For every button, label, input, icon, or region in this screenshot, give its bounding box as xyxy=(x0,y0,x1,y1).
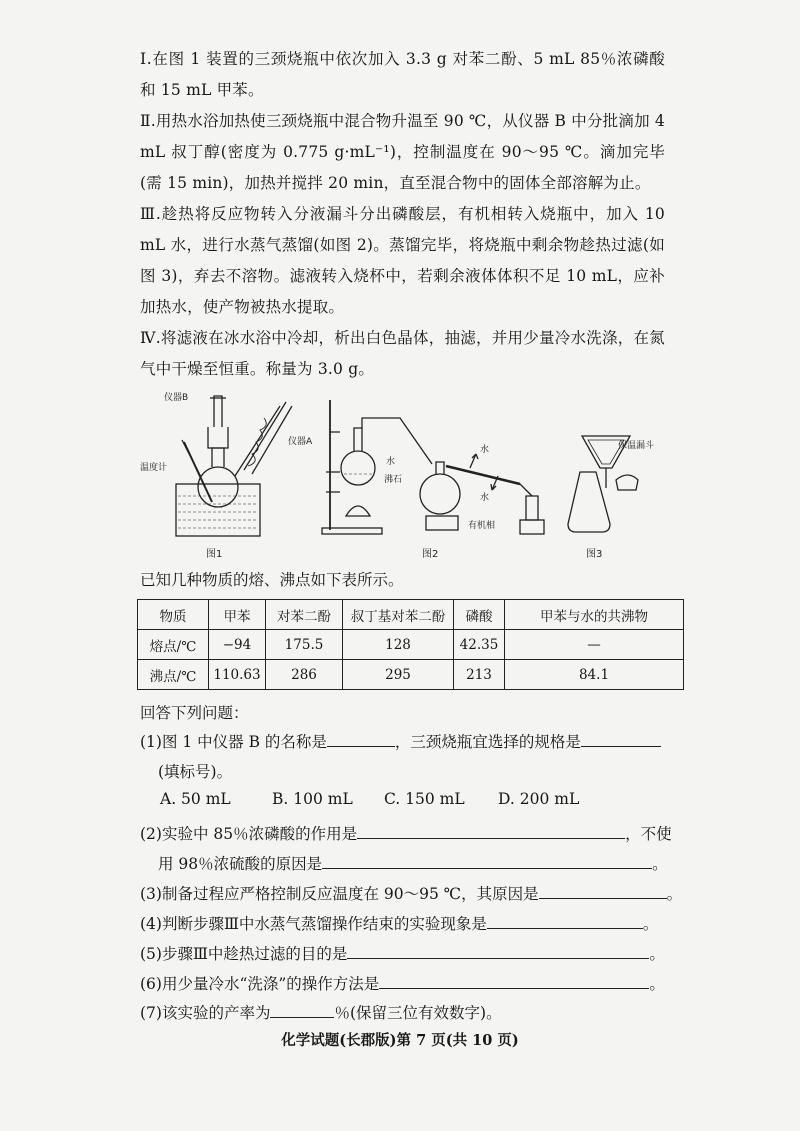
question-2 xyxy=(140,822,672,844)
option-a[interactable]: A. 50 mL xyxy=(160,790,231,808)
question-2-line-2 xyxy=(158,852,668,874)
question-1-options xyxy=(160,790,579,808)
header-cell: 磷酸 xyxy=(454,600,505,630)
wood-block-2 xyxy=(520,520,544,534)
steam-tube xyxy=(362,418,432,464)
step-3-text: Ⅲ.趁热将反应物转入分液漏斗分出磷酸层，有机相转入烧瓶中，加入 10 mL 水，进行水蒸气蒸馏(如图 2)。蒸馏完毕，将烧瓶中剩余物趁热过滤(如图 3)，弃去不溶物。滤液转入烧杯中，若剩余液体体积不足 10 mL，应补加热水，使产物被热水提取。 xyxy=(140,205,665,316)
answer-blank-5[interactable] xyxy=(347,942,649,959)
answer-blank-2a[interactable] xyxy=(357,822,625,839)
table-cell: −94 xyxy=(209,630,266,660)
fig3-caption: 图3 xyxy=(586,549,603,560)
table-header-row xyxy=(138,600,684,630)
option-c[interactable]: C. 150 mL xyxy=(384,790,465,808)
question-2-text-a: (2)实验中 85％浓磷酸的作用是 xyxy=(140,825,358,843)
table-row xyxy=(138,660,684,690)
header-cell: 对苯二酚 xyxy=(266,600,343,630)
question-7-text-a: (7)该实验的产率为 xyxy=(140,1004,271,1022)
fig1-label-instrument-b: 仪器B xyxy=(164,393,189,403)
question-4 xyxy=(140,912,658,934)
question-7-text-b: ％(保留三位有效数字)。 xyxy=(334,1004,502,1022)
table-cell: 128 xyxy=(343,630,454,660)
question-2-text-c: 用 98％浓硫酸的原因是 xyxy=(158,855,323,873)
table-cell: 213 xyxy=(454,660,505,690)
question-4-text: (4)判断步骤Ⅲ中水蒸气蒸馏操作结束的实验现象是 xyxy=(140,915,487,933)
question-7 xyxy=(140,1001,502,1023)
table-cell: 84.1 xyxy=(505,660,684,690)
answer-blank-1a[interactable] xyxy=(327,730,395,747)
answer-blank-2b[interactable] xyxy=(322,852,652,869)
table-cell: 295 xyxy=(343,660,454,690)
distilling-flask xyxy=(420,474,460,514)
header-cell: 叔丁基对苯二酚 xyxy=(343,600,454,630)
fig2-label-water-in: 水 xyxy=(480,493,490,503)
figure-2 xyxy=(322,400,544,560)
table-cell: 42.35 xyxy=(454,630,505,660)
table-cell: 110.63 xyxy=(209,660,266,690)
question-6 xyxy=(140,972,665,994)
questions-prompt: 回答下列问题： xyxy=(140,704,249,722)
steam-generator-flask xyxy=(341,451,375,485)
question-2-text-b: ，不使 xyxy=(625,825,672,843)
table-cell: 沸点/℃ xyxy=(138,660,209,690)
option-b[interactable]: B. 100 mL xyxy=(272,790,353,808)
step-4-text: Ⅳ.将滤液在冰水浴中冷却，析出白色晶体，抽滤，并用少量冷水洗涤，在氮气中干燥至恒重。称量为 3.0 g。 xyxy=(140,329,665,378)
question-3-text: (3)制备过程应严格控制反应温度在 90～95 ℃，其原因是 xyxy=(140,885,539,903)
condenser-a xyxy=(244,402,292,474)
period: 。 xyxy=(652,855,668,873)
fig1-caption: 图1 xyxy=(206,549,223,560)
header-cell: 甲苯与水的共沸物 xyxy=(505,600,684,630)
table-cell: 熔点/℃ xyxy=(138,630,209,660)
burner-2a xyxy=(346,506,370,516)
receiving-flask-3 xyxy=(568,472,610,532)
side-burner xyxy=(616,475,638,490)
page-footer: 化学试题(长郡版)第 7 页(共 10 页) xyxy=(281,1032,519,1049)
table-intro: 已知几种物质的熔、沸点如下表所示。 xyxy=(140,571,404,589)
answer-blank-3[interactable] xyxy=(539,882,667,899)
fig2-label-boiling-stone: 沸石 xyxy=(384,475,403,485)
fig2-label-water-out: 水 xyxy=(480,445,490,455)
fig1-label-thermometer: 温度计 xyxy=(140,463,168,473)
fig3-label-heated-funnel: 保温漏斗 xyxy=(618,441,655,451)
stand-base xyxy=(322,528,382,534)
table-cell: 175.5 xyxy=(266,630,343,660)
answer-blank-1b[interactable] xyxy=(581,730,661,747)
question-5-text: (5)步骤Ⅲ中趁热过滤的目的是 xyxy=(140,945,348,963)
wood-block-1 xyxy=(426,516,458,530)
header-cell: 甲苯 xyxy=(209,600,266,630)
fig1-label-instrument-a: 仪器A xyxy=(288,437,313,447)
table-cell: 286 xyxy=(266,660,343,690)
thermometer xyxy=(184,442,212,502)
header-cell: 物质 xyxy=(138,600,209,630)
fig2-caption: 图2 xyxy=(422,549,439,560)
question-1-tail: (填标号)。 xyxy=(158,763,233,781)
condenser-2 xyxy=(446,466,520,484)
option-d[interactable]: D. 200 mL xyxy=(498,790,580,808)
figure-3 xyxy=(568,436,654,560)
figure-1 xyxy=(140,392,313,560)
question-1-text-a: (1)图 1 中仪器 B 的名称是 xyxy=(140,733,327,751)
question-1 xyxy=(140,730,661,752)
receiver-flask xyxy=(526,496,538,520)
apparatus-figures xyxy=(140,392,700,567)
table-cell: — xyxy=(505,630,684,660)
question-1-text-b: ，三颈烧瓶宜选择的规格是 xyxy=(394,733,581,751)
period: 。 xyxy=(666,885,683,903)
question-3 xyxy=(140,882,682,904)
question-6-text: (6)用少量冷水“洗涤”的操作方法是 xyxy=(140,975,380,993)
period: 。 xyxy=(642,915,659,933)
properties-table xyxy=(137,599,684,690)
table-row xyxy=(138,630,684,660)
question-5 xyxy=(140,942,665,964)
answer-blank-7[interactable] xyxy=(270,1001,334,1018)
period: 。 xyxy=(649,945,665,963)
step-2-text: Ⅱ.用热水浴加热使三颈烧瓶中混合物升温至 90 ℃，从仪器 B 中分批滴加 4 mL 叔丁醇(密度为 0.775 g·mL⁻¹)，控制温度在 90～95 ℃。滴加完毕(需 15 min)，加热并搅拌 20 min，直至混合物中的固体全部溶解为止。 xyxy=(140,112,665,192)
answer-blank-4[interactable] xyxy=(487,912,643,929)
step-1-text: Ⅰ.在图 1 装置的三颈烧瓶中依次加入 3.3 g 对苯二酚、5 mL 85％浓磷酸和 15 mL 甲苯。 xyxy=(140,50,665,99)
period: 。 xyxy=(649,975,665,993)
apparatus-diagram xyxy=(140,392,700,567)
answer-blank-6[interactable] xyxy=(379,972,649,989)
fig2-label-organic-phase: 有机相 xyxy=(468,521,496,531)
fig2-label-water: 水 xyxy=(386,457,396,467)
